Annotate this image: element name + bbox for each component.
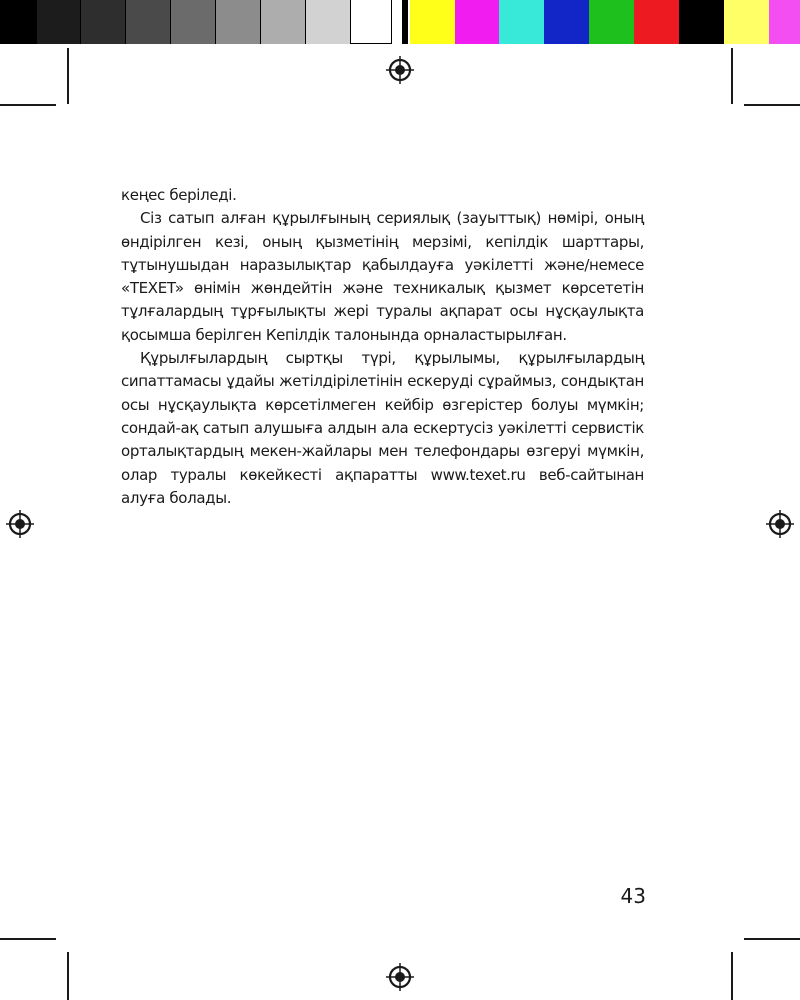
calibration-swatch [260,0,305,44]
calibration-swatch [634,0,679,44]
calibration-swatch [544,0,589,44]
registration-mark-bottom-icon [386,963,414,991]
crop-mark-top-right-vertical [731,48,733,104]
calibration-swatch [350,0,392,44]
color-calibration-strip [0,0,800,44]
registration-mark-right-icon [766,510,794,538]
crop-mark-bottom-right-vertical [731,952,733,1000]
paragraph-advice-ending: кеңес беріледі. [121,186,237,204]
crop-mark-top-right-horizontal [744,104,800,106]
crop-mark-bottom-right-horizontal [744,938,800,940]
calibration-swatch [125,0,170,44]
calibration-swatch [0,0,36,44]
registration-mark-left-icon [6,510,34,538]
calibration-swatch [305,0,350,44]
calibration-swatch [769,0,800,44]
crop-mark-top-left-vertical [67,48,69,104]
calibration-swatch [724,0,769,44]
paragraph-warranty-info: Сіз сатып алған құрылғының сериялық (зауыттық) нөмірі, оның өндірілген кезі, оның қызметінің мерзімі, кепілдік шарттары, тұтынушыдан наразылықтар қабылдауға уәкілетті және/немесе «TEXET» өнімін жөндейтін және техникалық қызмет көрсететін тұлғалардың тұрғылықты жері туралы ақпарат осы нұсқаулықта қосымша берілген Кепілдік талонында орналастырылған. [121,209,644,344]
calibration-swatch [392,0,402,44]
body-text [121,184,644,510]
calibration-swatch [80,0,125,44]
calibration-swatch [36,0,80,44]
calibration-swatch [499,0,544,44]
calibration-swatch [215,0,260,44]
calibration-swatch [170,0,215,44]
crop-mark-top-left-horizontal [0,104,56,106]
paragraph-device-changes: Құрылғылардың сыртқы түрі, құрылымы, құрылғылардың сипаттамасы ұдайы жетілдірілетінін ескеруді сұраймыз, сондықтан осы нұсқаулықта көрсетілмеген кейбір өзгерістер болуы мүмкін; сондай-ақ сатып алушыға алдын ала ескертусіз уәкілетті сервистік орталықтардың мекен-жайлары мен телефондары өзгеруі мүмкін, олар туралы көкейкесті ақпаратты www.texet.ru веб-сайтынан алуға болады. [121,349,644,507]
calibration-swatch [410,0,455,44]
calibration-swatch [679,0,724,44]
page-number: 43 [620,884,646,908]
registration-mark-top-icon [386,56,414,84]
calibration-swatch [589,0,634,44]
calibration-swatch [455,0,499,44]
crop-mark-bottom-left-vertical [67,952,69,1000]
calibration-swatch [402,0,408,44]
crop-mark-bottom-left-horizontal [0,938,56,940]
